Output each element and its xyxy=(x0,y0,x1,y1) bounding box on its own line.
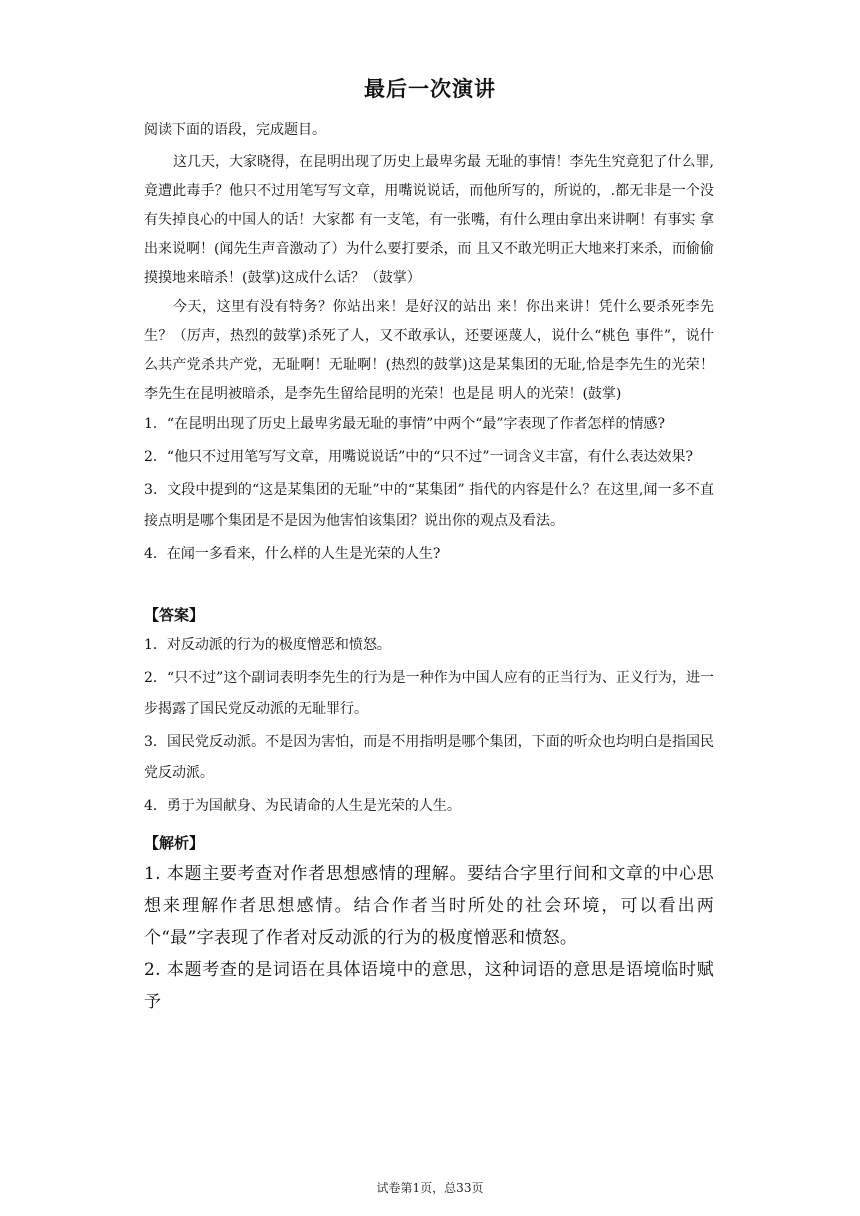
answer-3: 3．国民党反动派。不是因为害怕，而是不用指明是哪个集团，下面的听众也均明白是指国民党反动派。 xyxy=(144,734,714,781)
question-3: 3．文段中提到的“这是某集团的无耻”中的“某集团” 指代的内容是什么？在这里,闻一多不直接点明是哪个集团是不是因为他害怕该集团？说出你的观点及看法。 xyxy=(144,482,714,529)
passage-paragraph-2: 今天，这里有没有特务？你站出来！是好汉的站出 来！你出来讲！凭什么要杀死李先生？（厉声，热烈的鼓掌)杀死了人，又不敢承认，还要诬蔑人，说什么“桃色 事件”，说什么共产党杀共产党，无耻啊！无耻啊！(热烈的鼓掌)这是某集团的无耻,恰是李先生的光荣！李先生在昆明被暗杀，是李先生留给昆明的光荣！也是昆 明人的光荣！(鼓掌) xyxy=(144,299,714,402)
answer-heading: 【答案】 xyxy=(144,606,205,624)
document-body xyxy=(144,116,714,1018)
analysis-1: 1. 本题主要考查对作者思想感情的理解。要结合字里行间和文章的中心思想来理解作者思想感情。结合作者当时所处的社会环境，可以看出两个“最”字表现了作者对反动派的行为的极度憎恶和愤怒。 xyxy=(144,864,714,948)
passage-paragraph-1: 这几天，大家晓得，在昆明出现了历史上最卑劣最 无耻的事情！李先生究竟犯了什么罪,竟遭此毒手？他只不过用笔写写文章，用嘴说说话，而他所写的，所说的，.都无非是一个没有失掉良心的中国人的话！大家都 有一支笔，有一张嘴，有什么理由拿出来讲啊！有事实 拿出来说啊！(闻先生声音激动了）为什么要打要杀，而 且又不敢光明正大地来打来杀，而偷偷摸摸地来暗杀！(鼓掌)这成什么话？（鼓掌） xyxy=(144,154,714,286)
instruction-text: 阅读下面的语段，完成题目。 xyxy=(144,122,326,138)
question-2: 2．“他只不过用笔写写文章，用嘴说说话”中的“只不过”一词含义丰富，有什么表达效果? xyxy=(144,449,694,465)
analysis-heading: 【解析】 xyxy=(144,834,205,852)
answer-1: 1．对反动派的行为的极度憎恶和愤怒。 xyxy=(144,637,391,653)
document-title: 最后一次演讲 xyxy=(364,77,496,101)
answer-4: 4．勇于为国献身、为民请命的人生是光荣的人生。 xyxy=(144,798,461,814)
question-4: 4．在闻一多看来，什么样的人生是光荣的人生? xyxy=(144,546,441,562)
question-1: 1．“在昆明出现了历史上最卑劣最无耻的事情”中两个“最”字表现了作者怎样的情感? xyxy=(144,416,666,432)
answer-2: 2．“只不过”这个副词表明李先生的行为是一种作为中国人应有的正当行为、正义行为，进一步揭露了国民党反动派的无耻罪行。 xyxy=(144,670,714,717)
page-footer: 试卷第1页，总33页 xyxy=(376,1181,484,1195)
analysis-2: 2. 本题考查的是词语在具体语境中的意思，这种词语的意思是语境临时赋予 xyxy=(144,960,714,1012)
